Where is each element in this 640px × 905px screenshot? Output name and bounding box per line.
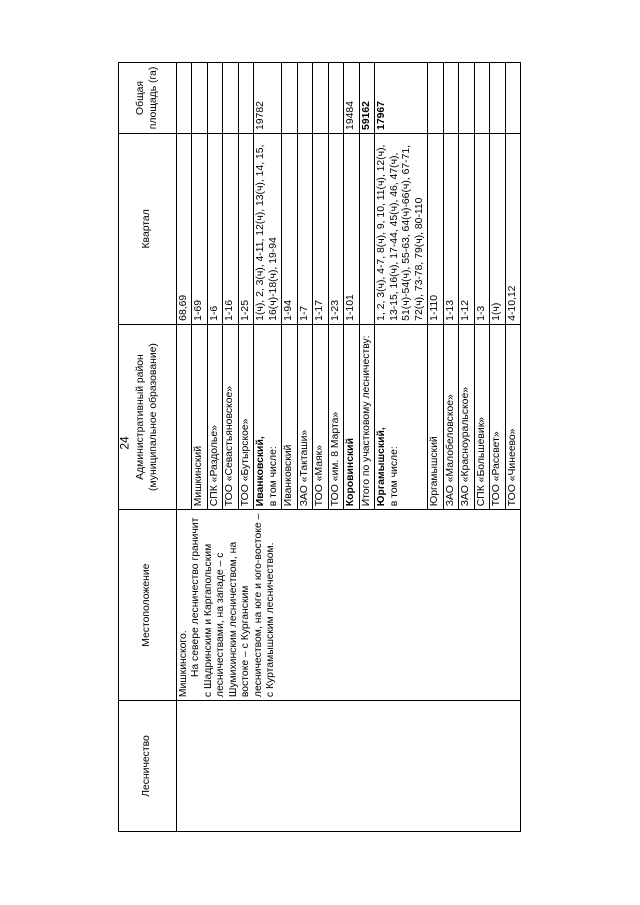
quarter-cell: 1-13: [443, 133, 458, 324]
quarter-cell: 1-7: [297, 133, 312, 324]
header-forestry: Лесничество: [119, 701, 177, 832]
district-cell: ТОО «Рассвет»: [490, 324, 505, 509]
district-cell: Мишкинский: [192, 324, 207, 509]
district-cell: [254, 324, 282, 509]
district-cell: СПК «Большевик»: [474, 324, 489, 509]
area-cell: [490, 63, 505, 134]
area-cell: [474, 63, 489, 134]
quarter-cell: 4-10,12: [505, 133, 520, 324]
quarter-cell: 1-25: [238, 133, 253, 324]
table-body: [177, 63, 521, 832]
quarter-cell: 1-3: [474, 133, 489, 324]
header-location: Местоположение: [119, 510, 177, 701]
district-cell: ТОО «Маяк»: [313, 324, 328, 509]
district-cell: [375, 324, 428, 509]
quarter-cell: 1-23: [328, 133, 343, 324]
area-cell: 19782: [254, 63, 282, 134]
quarter-cell: 1-16: [223, 133, 238, 324]
header-area: Общая площадь (га): [119, 63, 177, 134]
header-quarter: Квартал: [119, 133, 177, 324]
area-cell: [177, 63, 192, 134]
quarter-cell: [359, 133, 374, 324]
area-cell: 17967: [375, 63, 428, 134]
forestry-table: [118, 62, 521, 832]
district-cell: ТОО «Чинеево»: [505, 324, 520, 509]
area-cell: [313, 63, 328, 134]
area-cell: [505, 63, 520, 134]
district-cell: ТОО «им. 8 Марта»: [328, 324, 343, 509]
table-row: [177, 63, 192, 832]
area-cell: [443, 63, 458, 134]
quarter-cell: 1-12: [459, 133, 474, 324]
area-cell: [238, 63, 253, 134]
district-cell: Юргамышский: [428, 324, 443, 509]
quarter-cell: 1-101: [344, 133, 359, 324]
area-cell: 19484: [344, 63, 359, 134]
quarter-cell: 1(ч), 2, 3(ч), 4-11, 12(ч), 13(ч), 14, 15, 16(ч)-18(ч), 19-94: [254, 133, 282, 324]
forestry-cell: [177, 701, 521, 832]
district-cell: ТОО «Севастьяновское»: [223, 324, 238, 509]
area-cell: [459, 63, 474, 134]
district-cell: Иванковский: [282, 324, 297, 509]
district-cell: ЗАО «Красноуральское»: [459, 324, 474, 509]
location-line2: На севере лесничество граничит с Шадринским и Каргапольским лесничествами, на западе – с Шумихинским лесничеством, на востоке – с Курганским лесничеством, на юге и юго-востоке – с Куртамышским лесничеством.: [190, 513, 277, 698]
quarter-cell: 1-94: [282, 133, 297, 324]
district-cell: [177, 324, 192, 509]
quarter-cell: 1-6: [207, 133, 222, 324]
area-cell: [282, 63, 297, 134]
district-sub: в том числе:: [267, 446, 279, 507]
header-district: Административный район (муниципальное образование): [119, 324, 177, 509]
district-cell: ТОО «Бутырское»: [238, 324, 253, 509]
district-sub: в том числе:: [388, 446, 400, 507]
area-cell: [328, 63, 343, 134]
area-cell: [223, 63, 238, 134]
district-cell: Итого по участковому лесничеству:: [359, 324, 374, 509]
page-number: 24: [117, 436, 132, 450]
area-cell: [297, 63, 312, 134]
district-name: Юргамышский,: [376, 427, 388, 507]
district-cell: СПК «Раздолье»: [207, 324, 222, 509]
district-name: Иванковский,: [255, 436, 267, 507]
quarter-cell: 1-69: [192, 133, 207, 324]
location-cell: [177, 510, 521, 701]
area-cell: 59162: [359, 63, 374, 134]
quarter-cell: 1(ч): [490, 133, 505, 324]
district-cell: ЗАО «Малобеловское»: [443, 324, 458, 509]
quarter-cell: 1, 2, 3(ч), 4-7, 8(ч), 9, 10, 11(ч), 12(ч), 13-15, 16(ч), 17-44, 45(ч), 46, 47(ч), 51(ч)-54(ч), 55-63, 64(ч)-66(ч), 67-71, 72(ч), 73-78, 79(ч), 80-110: [375, 133, 428, 324]
district-cell: Коровинский: [344, 324, 359, 509]
location-line1: Мишкинского.: [178, 630, 189, 698]
area-cell: [428, 63, 443, 134]
quarter-cell: 68,69: [177, 133, 192, 324]
area-cell: [192, 63, 207, 134]
area-cell: [207, 63, 222, 134]
district-cell: ЗАО «Такташи»: [297, 324, 312, 509]
quarter-cell: 1-17: [313, 133, 328, 324]
rotated-table-container: [118, 62, 518, 832]
quarter-cell: 1-110: [428, 133, 443, 324]
